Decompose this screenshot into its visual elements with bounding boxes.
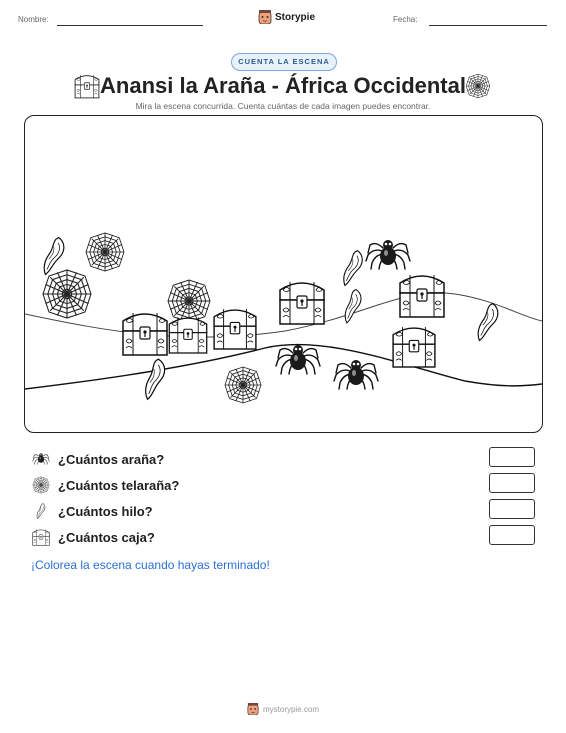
coloring-instruction: ¡Colorea la escena cuando hayas terminado! xyxy=(31,558,270,572)
question-text: ¿Cuántos caja? xyxy=(58,529,155,545)
chest-3 xyxy=(214,309,256,349)
web-icon xyxy=(32,476,50,494)
storypie-mascot-icon xyxy=(247,703,259,715)
footer-url: mystorypie.com xyxy=(262,704,319,714)
web-4 xyxy=(225,367,261,403)
question-web xyxy=(32,475,179,495)
thread-5 xyxy=(142,358,168,401)
instructions: Mira la escena concurrida. Cuenta cuántas de cada imagen puedes encontrar. xyxy=(135,101,431,111)
chest-2 xyxy=(169,317,206,353)
treasure-chest-icon xyxy=(74,73,100,99)
thread-icon xyxy=(32,502,50,520)
answer-box-web[interactable] xyxy=(489,473,535,493)
answer-box-spider[interactable] xyxy=(489,447,535,467)
treasure-chest-icon xyxy=(32,528,50,546)
question-thread xyxy=(32,501,153,521)
activity-badge: CUENTA LA ESCENA xyxy=(231,53,337,71)
thread-4 xyxy=(474,303,502,344)
brand-name: Storypie xyxy=(275,11,316,23)
footer xyxy=(0,703,566,715)
page-title: Anansi la Araña - África Occidental xyxy=(100,73,466,98)
spider-1 xyxy=(366,240,410,269)
web-2 xyxy=(43,270,91,318)
scene-illustration xyxy=(25,116,542,432)
question-spider xyxy=(32,449,164,469)
scene-frame[interactable] xyxy=(24,115,543,433)
title-row xyxy=(0,73,566,99)
thread-2 xyxy=(340,250,366,288)
spider-3 xyxy=(334,360,378,389)
date-field-line[interactable] xyxy=(429,25,547,26)
chest-6 xyxy=(393,327,435,367)
question-text: ¿Cuántos telaraña? xyxy=(58,477,180,493)
answer-box-thread[interactable] xyxy=(489,499,535,519)
brand-logo xyxy=(258,10,315,24)
question-text: ¿Cuántos araña? xyxy=(58,451,165,467)
web-icon xyxy=(465,73,491,99)
web-1 xyxy=(86,233,124,271)
name-field-line[interactable] xyxy=(57,25,203,26)
date-label: Fecha: xyxy=(393,15,418,24)
question-text: ¿Cuántos hilo? xyxy=(58,503,153,519)
chest-4 xyxy=(280,282,324,324)
spider-icon xyxy=(32,450,50,468)
web-3 xyxy=(168,280,210,322)
thread-3 xyxy=(342,289,364,325)
answer-box-chest[interactable] xyxy=(489,525,535,545)
question-chest xyxy=(32,527,155,547)
storypie-mascot-icon xyxy=(258,10,272,24)
name-label: Nombre: xyxy=(18,15,49,24)
spider-2 xyxy=(276,345,320,374)
chest-1 xyxy=(123,313,167,355)
chest-5 xyxy=(400,275,444,317)
